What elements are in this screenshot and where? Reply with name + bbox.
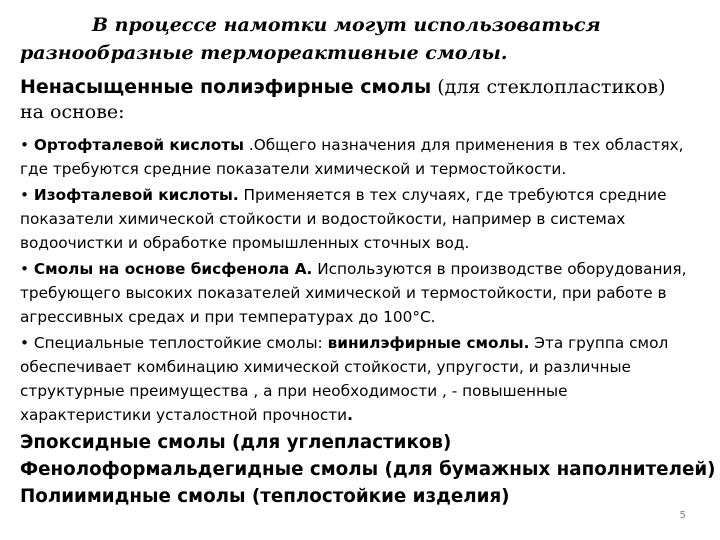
- item-prefix: Специальные теплостойкие смолы:: [33, 334, 328, 352]
- bullet: •: [20, 136, 34, 154]
- item-title: Ортофталевой кислоты: [33, 136, 244, 154]
- list-item: [20, 183, 702, 255]
- polyester-note: (для стеклопластиков) на основе:: [20, 76, 666, 123]
- item-end: .: [347, 406, 353, 424]
- phenol-line: Фенолоформальдегидные смолы (для бумажных наполнителей): [20, 459, 716, 480]
- bullet: •: [20, 186, 34, 204]
- heading-line-1: В процессе намотки могут использоваться: [92, 14, 601, 36]
- list-item: [20, 331, 702, 427]
- other-resins: [20, 429, 720, 510]
- polyester-title: Ненасыщенные полиэфирные смолы: [20, 76, 432, 98]
- item-text: .Общего назначения для применения в тех областях, где требуются средние показатели химической и термостойкости.: [20, 136, 684, 178]
- polyimide-line: Полиимидные смолы (теплостойкие изделия): [20, 486, 510, 507]
- item-text: Применяется в тех случаях, где требуются средние показатели химической стойкости и водостойкости, например в системах водоочистки и обработке промышленных сточных вод.: [20, 186, 667, 252]
- heading-line-2: разнообразные термореактивные смолы.: [20, 42, 508, 64]
- bullet: •: [20, 260, 34, 278]
- resin-list: [20, 133, 702, 429]
- item-title: винилэфирные смолы.: [327, 334, 530, 352]
- page-number: 5: [679, 510, 686, 521]
- item-text: Используются в производстве оборудования, требующего высоких показателей химической и термостойкости, при работе в агрессивных средах и при температурах до 100°С.: [20, 260, 687, 326]
- item-title: Смолы на основе бисфенола А.: [33, 260, 313, 278]
- epoxy-line: Эпоксидные смолы (для углепластиков): [20, 432, 452, 453]
- list-item: [20, 133, 702, 181]
- polyester-heading: [20, 75, 680, 125]
- list-item: [20, 257, 702, 329]
- bullet: •: [20, 334, 34, 352]
- item-text: Эта группа смол обеспечивает комбинацию химической стойкости, упругости, и различные структурные преимущества , а при необходимости , - повышенные характеристики усталостной прочности: [20, 334, 669, 424]
- item-title: Изофталевой кислоты.: [33, 186, 239, 204]
